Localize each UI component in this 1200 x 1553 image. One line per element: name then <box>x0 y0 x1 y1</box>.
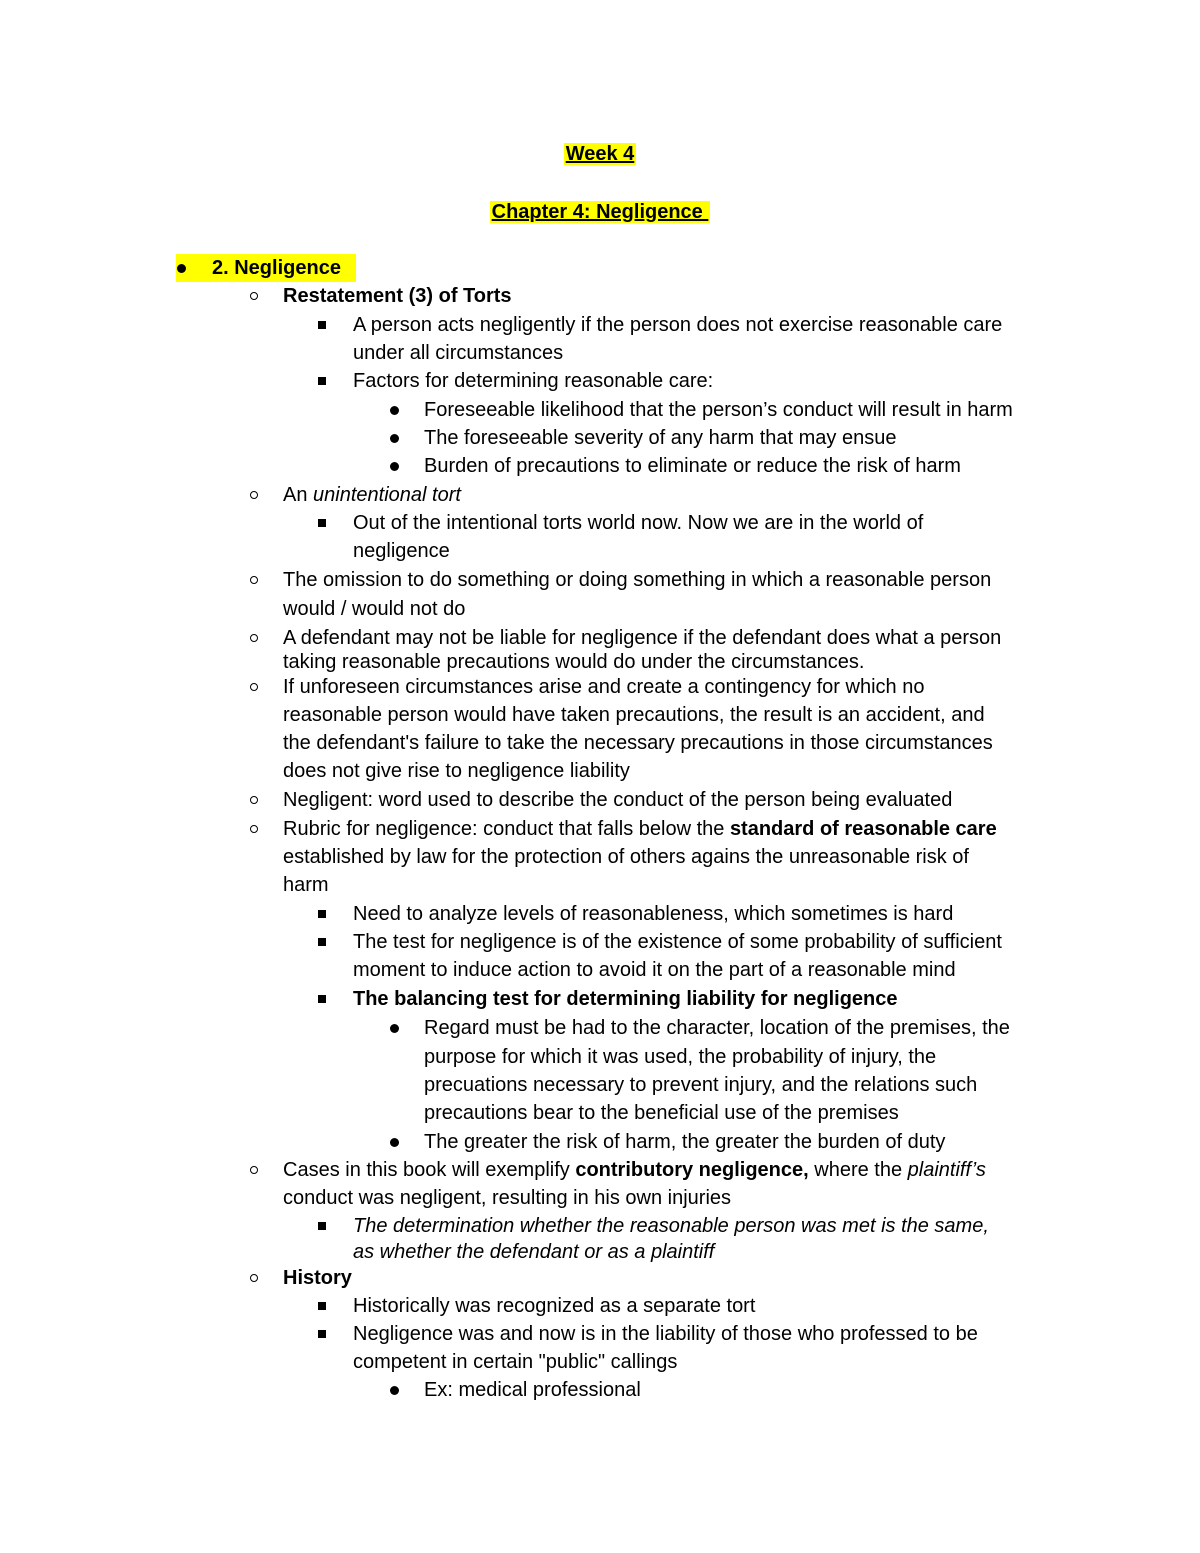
rubric-sub-item: Need to analyze levels of reasonableness, which sometimes is hard <box>353 903 954 925</box>
greater-risk-line: The greater the risk of harm, the greater the burden of duty <box>424 1131 946 1153</box>
hollow-bullet-icon <box>250 1166 258 1174</box>
restatement-point-line: A person acts negligently if the person does not exercise reasonable care <box>353 314 1003 336</box>
hollow-bullet-icon <box>250 576 258 584</box>
rubric-line: Rubric for negligence: conduct that falls below the standard of reasonable care <box>283 818 997 840</box>
square-bullet-icon <box>318 321 326 329</box>
cases-line: Cases in this book will exemplify contributory negligence, where the plaintiff’s <box>283 1159 986 1181</box>
square-bullet-icon <box>318 995 326 1003</box>
square-bullet-icon <box>318 519 326 527</box>
omission-line: would / would not do <box>283 598 466 620</box>
hollow-bullet-icon <box>250 292 258 300</box>
omission-line: The omission to do something or doing something in which a reasonable person <box>283 569 992 591</box>
cases-sub-line: The determination whether the reasonable person was met is the same, <box>353 1215 989 1237</box>
negligent-definition: Negligent: word used to describe the conduct of the person being evaluated <box>283 789 953 811</box>
rubric-line: established by law for the protection of others agains the unreasonable risk of <box>283 846 969 868</box>
factors-heading: Factors for determining reasonable care: <box>353 370 714 392</box>
square-bullet-icon <box>318 377 326 385</box>
filled-bullet-icon <box>390 1386 399 1395</box>
square-bullet-icon <box>318 910 326 918</box>
square-bullet-icon <box>318 938 326 946</box>
unforeseen-line: the defendant's failure to take the necessary precautions in those circumstances <box>283 732 993 754</box>
regard-line: precautions bear to the beneficial use of the premises <box>424 1102 899 1124</box>
restatement-point-line: under all circumstances <box>353 342 564 364</box>
unintentional-tort-line: An unintentional tort <box>283 484 461 506</box>
regard-line: purpose for which it was used, the probability of injury, the <box>424 1046 937 1068</box>
rubric-sub-item: moment to induce action to avoid it on the part of a reasonable mind <box>353 959 956 981</box>
hollow-bullet-icon <box>250 491 258 499</box>
unforeseen-line: does not give rise to negligence liability <box>283 760 630 782</box>
square-bullet-icon <box>318 1330 326 1338</box>
history-heading: History <box>283 1267 352 1289</box>
history-sub-item: Historically was recognized as a separate tort <box>353 1295 756 1317</box>
factor-item: The foreseeable severity of any harm that may ensue <box>424 427 897 449</box>
restatement-heading: Restatement (3) of Torts <box>283 285 512 307</box>
hollow-bullet-icon <box>250 825 258 833</box>
week-title: Week 4 <box>565 143 635 165</box>
filled-bullet-icon <box>390 462 399 471</box>
balancing-test-heading: The balancing test for determining liability for negligence <box>353 988 898 1010</box>
defendant-line: taking reasonable precautions would do under the circumstances. <box>283 651 865 673</box>
cases-line: conduct was negligent, resulting in his own injuries <box>283 1187 732 1209</box>
square-bullet-icon <box>318 1222 326 1230</box>
filled-bullet-icon <box>390 406 399 415</box>
rubric-sub-item: The test for negligence is of the existence of some probability of sufficient <box>353 931 1002 953</box>
regard-line: precuations necessary to prevent injury, and the relations such <box>424 1074 978 1096</box>
cases-sub-line: as whether the defendant or as a plaintiff <box>353 1241 715 1263</box>
hollow-bullet-icon <box>250 683 258 691</box>
section-heading: 2. Negligence <box>212 257 341 279</box>
hollow-bullet-icon <box>250 1274 258 1282</box>
filled-bullet-icon <box>390 434 399 443</box>
history-sub-item: competent in certain "public" callings <box>353 1351 678 1373</box>
hollow-bullet-icon <box>250 796 258 804</box>
example-item: Ex: medical professional <box>424 1379 641 1401</box>
unforeseen-line: reasonable person would have taken precautions, the result is an accident, and <box>283 704 985 726</box>
filled-bullet-icon <box>390 1024 399 1033</box>
history-sub-item: Negligence was and now is in the liability of those who professed to be <box>353 1323 978 1345</box>
factor-item: Burden of precautions to eliminate or reduce the risk of harm <box>424 455 961 477</box>
defendant-line: A defendant may not be liable for negligence if the defendant does what a person <box>283 627 1002 649</box>
chapter-title: Chapter 4: Negligence <box>491 201 709 223</box>
hollow-bullet-icon <box>250 634 258 642</box>
regard-line: Regard must be had to the character, location of the premises, the <box>424 1017 1010 1039</box>
rubric-line: harm <box>283 874 329 896</box>
unintentional-sub-line: negligence <box>353 540 450 562</box>
unforeseen-line: If unforeseen circumstances arise and create a contingency for which no <box>283 676 925 698</box>
unintentional-sub-line: Out of the intentional torts world now. Now we are in the world of <box>353 512 924 534</box>
square-bullet-icon <box>318 1302 326 1310</box>
filled-bullet-icon <box>177 264 186 273</box>
filled-bullet-icon <box>390 1138 399 1147</box>
factor-item: Foreseeable likelihood that the person’s conduct will result in harm <box>424 399 1013 421</box>
